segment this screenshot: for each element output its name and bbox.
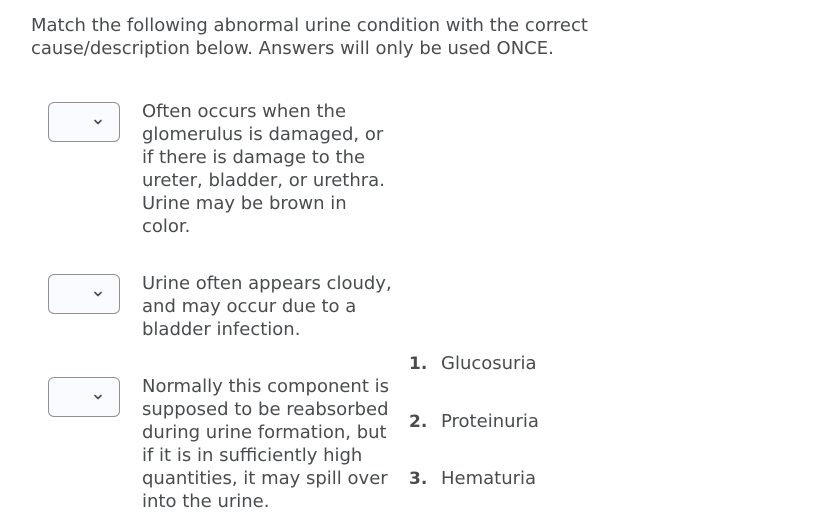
answer-label: Glucosuria bbox=[441, 353, 537, 374]
chevron-down-icon bbox=[93, 392, 103, 402]
answer-item-1 bbox=[409, 352, 536, 376]
answer-item-3 bbox=[409, 467, 536, 491]
chevron-down-icon bbox=[93, 117, 103, 127]
answer-number: 1. bbox=[409, 354, 428, 374]
match-description-2: Urine often appears cloudy, and may occur due to a bladder infection. bbox=[142, 273, 392, 340]
answer-number: 2. bbox=[409, 412, 428, 432]
match-select-1[interactable] bbox=[48, 102, 120, 142]
chevron-down-icon bbox=[93, 289, 103, 299]
match-description-1: Often occurs when the glomerulus is damaged, or if there is damage to the ureter, bladder, or urethra. Urine may be brown in color. bbox=[142, 101, 385, 237]
answer-item-2 bbox=[409, 410, 539, 434]
answer-number: 3. bbox=[409, 469, 428, 489]
answer-label: Hematuria bbox=[441, 468, 537, 489]
answer-label: Proteinuria bbox=[441, 411, 539, 432]
match-select-3[interactable] bbox=[48, 377, 120, 417]
question-text: Match the following abnormal urine condition with the correct cause/description below. Answers will only be used ONCE. bbox=[31, 15, 588, 59]
match-select-2[interactable] bbox=[48, 274, 120, 314]
match-description-3: Normally this component is supposed to be reabsorbed during urine formation, but if it is in sufficiently high quantities, it may spill over into the urine. bbox=[142, 376, 389, 512]
